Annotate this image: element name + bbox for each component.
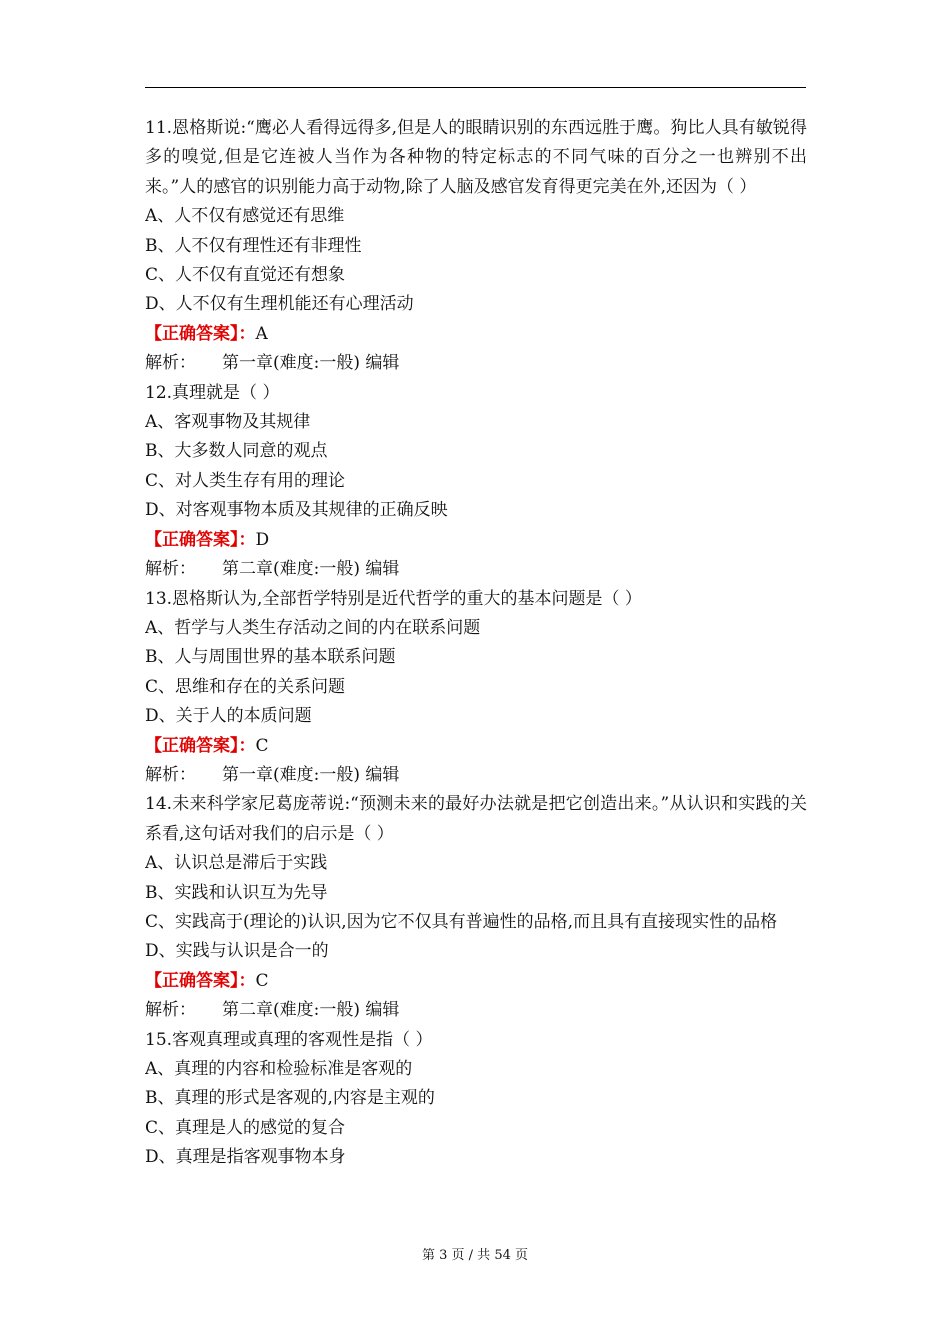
option-a: A、真理的内容和检验标准是客观的 [145,1059,413,1079]
analysis-text: 第二章(难度:一般) 编辑 [222,559,400,580]
question-stem: 15.客观真理或真理的客观性是指（ ） [145,1029,433,1050]
answer-line [145,526,807,555]
answer-line [145,320,807,349]
analysis-line [145,996,807,1025]
answer-value: D [255,529,270,550]
answer-value: C [255,970,269,991]
option-a: A、哲学与人类生存活动之间的内在联系问题 [145,617,481,638]
option-b: B、人与周围世界的基本联系问题 [145,647,396,668]
answer-line [145,732,807,761]
option-c: C、思维和存在的关系问题 [145,676,346,697]
option-c: C、真理是人的感觉的复合 [145,1117,346,1138]
analysis-text: 第二章(难度:一般) 编辑 [222,1000,400,1021]
option-b: B、真理的形式是客观的,内容是主观的 [145,1088,435,1109]
option-a: A、客观事物及其规律 [145,412,311,433]
analysis-line [145,555,807,584]
question-stem: 11.恩格斯说:“鹰必人看得远得多,但是人的眼睛识别的东西远胜于鹰。狗比人具有敏锐得多的嗅觉,但是它连被人当作为各种物的特定标志的不同气味的百分之一也辨别不出来。”人的感官的识别能力高于动物,除了人脑及感官发育得更完美在外,还因为（ ） [145,118,807,197]
option-c: C、实践高于(理论的)认识,因为它不仅具有普遍性的品格,而且具有直接现实性的品格 [145,911,778,932]
analysis-line [145,349,807,378]
answer-label: 【正确答案】： [145,323,256,344]
option-c: C、对人类生存有用的理论 [145,470,346,491]
question-stem: 14.未来科学家尼葛庞蒂说:“预测未来的最好办法就是把它创造出来。”从认识和实践的关系看,这句话对我们的启示是（ ） [145,794,807,844]
analysis-label: 解析： [145,764,196,785]
option-b: B、实践和认识互为先导 [145,882,328,903]
answer-label: 【正确答案】： [145,735,256,756]
option-c: C、人不仅有直觉还有想象 [145,265,346,286]
page-footer: 第 3 页 / 共 54 页 [422,1248,528,1263]
answer-label: 【正确答案】： [145,529,256,550]
option-d: D、人不仅有生理机能还有心理活动 [145,294,414,315]
analysis-label: 解析： [145,353,196,374]
option-d: D、对客观事物本质及其规律的正确反映 [145,500,448,521]
analysis-text: 第一章(难度:一般) 编辑 [222,764,400,785]
option-d: D、关于人的本质问题 [145,706,312,727]
answer-label: 【正确答案】： [145,970,256,991]
option-a: A、人不仅有感觉还有思维 [145,206,345,227]
option-d: D、真理是指客观事物本身 [145,1147,346,1168]
question-stem: 12.真理就是（ ） [145,382,280,403]
document-body [145,114,807,1173]
question-stem: 13.恩格斯认为,全部哲学特别是近代哲学的重大的基本问题是（ ） [145,588,642,609]
analysis-label: 解析： [145,1000,196,1021]
option-b: B、人不仅有理性还有非理性 [145,235,362,256]
option-b: B、大多数人同意的观点 [145,441,328,462]
option-a: A、认识总是滞后于实践 [145,853,328,874]
analysis-text: 第一章(难度:一般) 编辑 [222,353,400,374]
answer-value: C [255,735,269,756]
answer-value: A [255,323,268,344]
analysis-line [145,761,807,790]
analysis-label: 解析： [145,559,196,580]
header-rule [145,87,806,88]
option-d: D、实践与认识是合一的 [145,941,329,962]
answer-line [145,967,807,996]
